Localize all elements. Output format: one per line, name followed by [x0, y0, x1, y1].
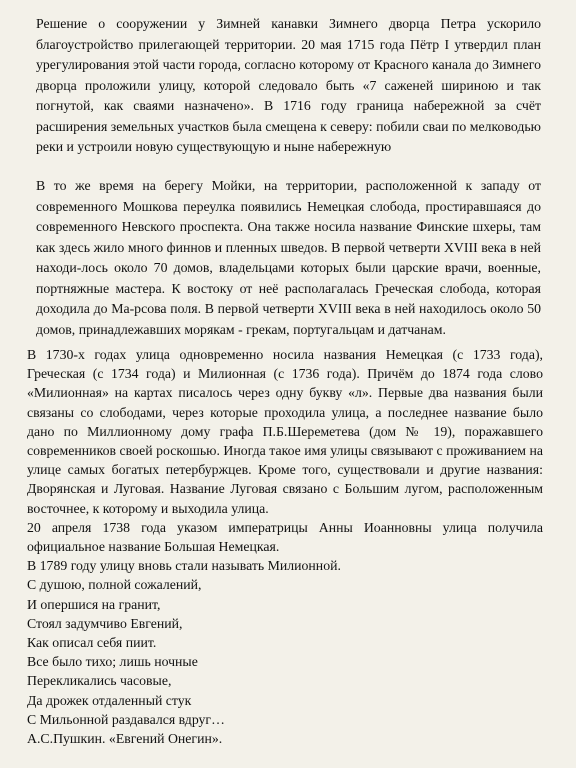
- poem-line: Да дрожек отдаленный стук: [27, 692, 192, 708]
- paragraph-winter-canal: [36, 14, 541, 158]
- poem-line: С душою, полной сожалений,: [27, 577, 202, 593]
- paragraph-street-names: В 1730-х годах улица одновременно носила названия Немецкая (с 1733 года), Греческая (с 1734 года) и Милионная (с 1736 года). Причём до 1874 года слово «Милионная» на картах писалось через одну букву «л». Первые два названия были связаны со слободами, через которые проходила улица, а последнее название было дано по Миллионному дому графа П.Б.Шереметева (дом № 19), поражавшего современников своей роскошью. Иногда такое имя улицы связывают с проживанием на улице самых богатых петербуржцев. Кроме того, существовали и другие названия: Дворянская и Луговая. Название Луговая связано с Большим лугом, расположенным восточнее, к которому и выходила улица.: [27, 347, 543, 516]
- poem-line: Все было тихо; лишь ночные: [27, 654, 198, 670]
- paragraph-text: Решение о сооружении у Зимней канавки Зимнего дворца Петра ускорило благоустройство прилегающей территории. 20 мая 1715 года Пётр I утвердил план урегулирования этой части города, согласно которому от Красного канала до Зимнего дворца проложили улицу, которой следовало быть «7 саженей шириною и так погнутой, как сваями назначено». В 1716 году граница набережной за счёт расширения земельных участков была смещена к северу: побили сваи по мелководью реки и устроили новую существующую и ныне набережную: [36, 16, 541, 154]
- paragraph-official-name: 20 апреля 1738 года указом императрицы Анны Иоанновны улица получила официальное название Большая Немецкая.: [27, 519, 543, 555]
- paragraph-text: В то же время на берегу Мойки, на территории, расположенной к западу от современного Мошкова переулка появились Немецкая слобода, простиравшаяся до современного Невского проспекта. Она также носила название Финские шхеры, там как здесь жило много финнов и пленных шведов. В первой четверти XVIII века в ней находи-лось около 70 домов, владельцами которых были царские врачи, военные, портняжные мастера. К востоку от неё располагалась Греческая слобода, которая доходила до Ма-рсова поля. В первой четверти XVIII века в ней находилось около 50 домов, принадлежавших морякам - грекам, португальцам и датчанам.: [36, 178, 541, 337]
- street-names-section: [27, 345, 543, 748]
- poem-line: Как описал себя пиит.: [27, 635, 157, 651]
- poem-line: И опершися на гранит,: [27, 596, 161, 612]
- poem-line: Перекликались часовые,: [27, 673, 172, 689]
- paragraph-german-settlement: [36, 176, 541, 340]
- poem-line: Стоял задумчиво Евгений,: [27, 615, 183, 631]
- poem-quote: [27, 575, 543, 748]
- poem-line: С Мильонной раздавался вдруг…: [27, 711, 225, 727]
- poem-attribution: А.С.Пушкин. «Евгений Онегин».: [27, 731, 223, 747]
- paragraph-renamed: В 1789 году улицу вновь стали называть Милионной.: [27, 558, 341, 574]
